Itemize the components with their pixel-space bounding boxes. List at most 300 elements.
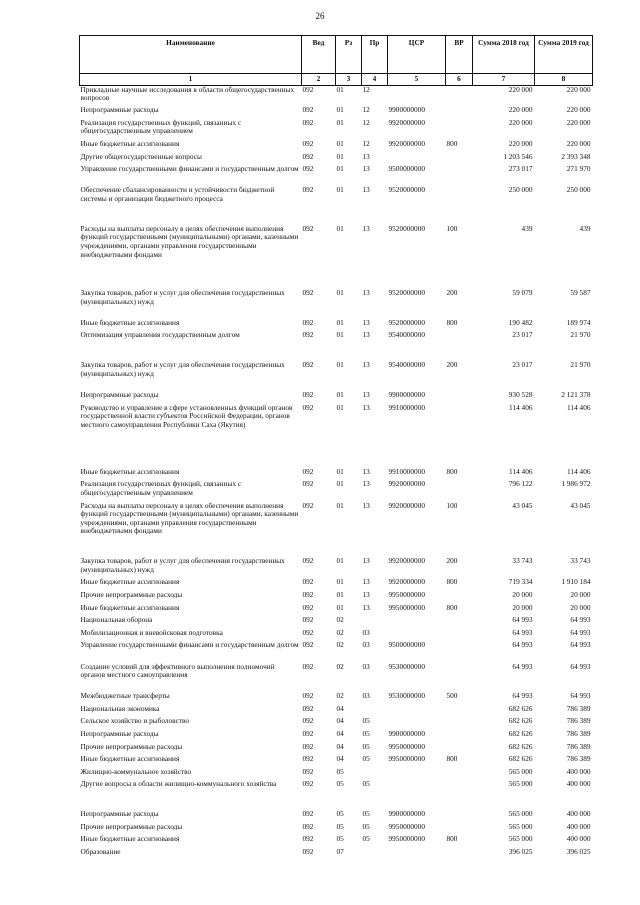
row-rz: 05	[336, 809, 344, 819]
table-row	[80, 480, 593, 501]
page-number: 26	[315, 11, 325, 21]
row-vr: 200	[446, 360, 458, 370]
row-name: Закупка товаров, работ и услуг для обеспечения государственных (муниципальных) нужд	[80, 556, 285, 574]
row-sum-2019: 400 000	[566, 809, 591, 819]
row-ved: 092	[302, 640, 314, 650]
row-csr: 9500000000	[388, 640, 425, 650]
row-ved: 092	[302, 164, 314, 174]
row-rz: 01	[336, 602, 344, 612]
row-name: Прочие непрограммные расходы	[80, 589, 183, 599]
row-pr: 13	[362, 500, 370, 510]
row-rz: 01	[336, 479, 344, 489]
row-sum-2018: 930 528	[508, 390, 533, 399]
row-csr: 9530000000	[388, 661, 425, 671]
row-sum-2018: 64 993	[512, 640, 533, 650]
row-sum-2018: 682 626	[508, 729, 533, 739]
column-number: 6	[446, 74, 473, 86]
row-sum-2019: 220 000	[566, 84, 591, 94]
row-rz: 01	[336, 139, 344, 149]
table-row	[80, 85, 593, 106]
row-csr: 9950000000	[388, 754, 425, 764]
row-csr: 9920000000	[388, 577, 425, 587]
row-sum-2018: 220 000	[508, 84, 533, 94]
row-ved: 092	[302, 741, 314, 751]
row-pr: 05	[362, 729, 370, 739]
row-pr: 13	[362, 288, 370, 298]
row-sum-2018: 64 993	[512, 661, 533, 671]
row-vr: 500	[446, 691, 458, 701]
row-vr: 800	[446, 602, 458, 612]
row-csr: 9520000000	[388, 223, 425, 233]
table-row	[80, 692, 593, 705]
row-rz: 02	[336, 661, 344, 671]
row-sum-2019: 64 993	[570, 691, 591, 701]
row-sum-2019: 400 000	[566, 821, 591, 831]
row-vr: 800	[446, 834, 458, 844]
row-ved: 092	[302, 821, 314, 831]
row-pr: 13	[362, 577, 370, 587]
row-sum-2019: 1 986 972	[561, 479, 591, 489]
row-ved: 092	[302, 317, 314, 327]
row-csr: 9910000000	[388, 402, 425, 412]
row-csr: 9900000000	[388, 105, 425, 115]
row-csr: 9950000000	[388, 834, 425, 844]
row-pr: 13	[362, 317, 370, 327]
row-ved: 092	[302, 185, 314, 195]
row-sum-2019: 2 121 378	[561, 390, 591, 399]
row-sum-2019: 439	[579, 223, 591, 233]
row-csr: 9900000000	[388, 729, 425, 739]
row-sum-2018: 565 000	[508, 766, 533, 776]
row-name: Иные бюджетные ассигнования	[80, 754, 180, 764]
row-csr: 9920000000	[388, 139, 425, 149]
header-sum-2019: Сумма 2019 год	[535, 36, 593, 74]
row-vr	[446, 153, 473, 166]
row-csr: 9500000000	[388, 164, 425, 174]
row-csr: 9950000000	[388, 741, 425, 751]
row-sum-2018: 64 993	[512, 691, 533, 701]
row-pr: 03	[362, 627, 370, 637]
row-vr	[446, 663, 473, 693]
row-ved: 092	[302, 466, 314, 476]
row-vr	[446, 616, 473, 629]
row-name: Управление государственными финансами и государственным долгом	[80, 640, 299, 650]
row-sum-2019: 64 993	[570, 640, 591, 650]
table-row	[80, 106, 593, 119]
row-rz: 04	[336, 754, 344, 764]
row-sum-2018: 439	[521, 223, 533, 233]
row-ved: 092	[302, 729, 314, 739]
row-vr	[446, 848, 473, 861]
row-ved: 092	[302, 661, 314, 671]
row-sum-2018: 23 017	[512, 360, 533, 370]
row-vr	[446, 717, 473, 730]
table-row	[80, 780, 593, 810]
row-csr: 9900000000	[388, 390, 425, 399]
row-name: Реализация государственных функций, связанных с общегосударственным управлением	[80, 117, 242, 136]
row-vr	[446, 85, 473, 106]
row-ved: 092	[302, 390, 314, 399]
row-csr: 9920000000	[388, 556, 425, 566]
row-sum-2019: 786 389	[566, 754, 591, 764]
row-ved: 092	[302, 847, 314, 857]
row-name: Иные бюджетные ассигнования	[80, 577, 180, 587]
table-row	[80, 848, 593, 861]
row-vr: 200	[446, 556, 458, 566]
row-vr: 200	[446, 288, 458, 298]
row-pr: 13	[362, 330, 370, 340]
table-row	[80, 119, 593, 140]
row-ved: 092	[302, 602, 314, 612]
table-row	[80, 502, 593, 558]
row-rz: 05	[336, 834, 344, 844]
row-csr	[388, 705, 446, 718]
row-rz: 05	[336, 766, 344, 776]
row-name: Прикладные научные исследования в области общегосударственных вопросов	[80, 84, 295, 103]
row-sum-2018: 250 000	[508, 185, 533, 195]
row-rz: 01	[336, 223, 344, 233]
row-sum-2019: 64 993	[570, 661, 591, 671]
row-name: Руководство и управление в сфере установленных функций органов государственной власти субъектов Российской Федерации, органов местного самоуправления Республики Саха (Якутия)	[80, 402, 293, 429]
header-ved: Вед	[302, 36, 336, 74]
column-number: 4	[362, 74, 388, 86]
row-sum-2018: 64 993	[512, 615, 533, 625]
row-name: Оптимизация управления государственным долгом	[80, 330, 240, 340]
row-sum-2019: 396 025	[566, 847, 591, 857]
row-rz: 01	[336, 500, 344, 510]
table-row	[80, 140, 593, 153]
row-vr	[446, 404, 473, 468]
row-sum-2019: 220 000	[566, 139, 591, 149]
row-csr: 9900000000	[388, 809, 425, 819]
row-vr: 800	[446, 139, 458, 149]
row-ved: 092	[302, 615, 314, 625]
row-pr: 12	[362, 117, 370, 127]
row-vr	[446, 768, 473, 781]
row-csr: 9520000000	[388, 288, 425, 298]
header-sum-2018: Сумма 2018 год	[473, 36, 535, 74]
row-pr: 12	[362, 139, 370, 149]
header-vr: ВР	[446, 36, 473, 74]
row-sum-2019: 64 993	[570, 615, 591, 625]
row-rz: 05	[336, 821, 344, 831]
row-sum-2018: 719 334	[508, 577, 533, 587]
row-csr: 9910000000	[388, 466, 425, 476]
row-vr	[446, 591, 473, 604]
row-sum-2019: 114 406	[567, 466, 591, 476]
row-rz: 01	[336, 317, 344, 327]
row-vr: 100	[446, 500, 458, 510]
row-vr	[446, 186, 473, 224]
row-sum-2018: 64 993	[512, 627, 533, 637]
row-vr: 100	[446, 223, 458, 233]
row-sum-2018: 33 743	[512, 556, 533, 566]
row-csr: 9920000000	[388, 479, 425, 489]
row-name: Обеспечение сбалансированности и устойчивости бюджетной системы и организация бюджетного процесса	[80, 185, 275, 204]
row-csr: 9950000000	[388, 602, 425, 612]
row-vr: 800	[446, 466, 458, 476]
row-sum-2018: 20 000	[512, 602, 533, 612]
row-csr: 9920000000	[388, 117, 425, 127]
row-csr	[388, 848, 446, 861]
row-rz: 02	[336, 615, 344, 625]
row-vr: 800	[446, 577, 458, 587]
row-rz: 01	[336, 288, 344, 298]
table-row	[80, 404, 593, 468]
row-sum-2018: 682 626	[508, 703, 533, 713]
row-sum-2019: 786 389	[566, 729, 591, 739]
row-rz: 04	[336, 741, 344, 751]
row-ved: 092	[302, 479, 314, 489]
header-name: Наименование	[80, 36, 302, 74]
row-sum-2018: 43 045	[512, 500, 533, 510]
budget-table	[79, 35, 593, 861]
row-pr: 13	[362, 589, 370, 599]
row-sum-2019: 33 743	[570, 556, 591, 566]
row-ved: 092	[302, 288, 314, 298]
row-rz: 01	[336, 330, 344, 340]
row-name: Национальная экономика	[80, 703, 160, 713]
row-pr: 13	[362, 360, 370, 370]
row-ved: 092	[302, 716, 314, 726]
row-sum-2019: 2 393 348	[561, 151, 591, 161]
row-pr: 12	[362, 84, 370, 94]
row-sum-2018: 565 000	[508, 821, 533, 831]
row-name: Непрограммные расходы	[80, 729, 159, 739]
row-name: Мобилизационная и вневойсковая подготовка	[80, 627, 223, 637]
row-name: Сельское хозяйство и рыболовство	[80, 716, 190, 726]
column-number: 5	[388, 74, 446, 86]
row-csr: 9540000000	[388, 360, 425, 370]
header-csr: ЦСР	[388, 36, 446, 74]
row-pr: 12	[362, 105, 370, 115]
row-csr: 9920000000	[388, 500, 425, 510]
row-rz: 05	[336, 779, 344, 789]
table-row	[80, 730, 593, 743]
row-ved: 092	[302, 834, 314, 844]
row-rz: 01	[336, 360, 344, 370]
row-ved: 092	[302, 703, 314, 713]
row-sum-2019: 114 406	[567, 402, 591, 412]
row-name: Иные бюджетные ассигнования	[80, 139, 180, 149]
row-sum-2019: 21 970	[570, 360, 591, 370]
row-name: Реализация государственных функций, связанных с общегосударственным управлением	[80, 479, 242, 497]
table-row	[80, 331, 593, 361]
row-sum-2018: 59 079	[512, 288, 533, 298]
row-rz: 02	[336, 627, 344, 637]
row-pr: 13	[362, 185, 370, 195]
row-csr: 9950000000	[388, 589, 425, 599]
row-sum-2019: 20 000	[570, 589, 591, 599]
row-sum-2018: 682 626	[508, 741, 533, 751]
row-name: Расходы на выплаты персоналу в целях обеспечения выполнения функций государственными (муниципальными) органами, казенными учреждениями, органами управления государственными внебюджетными фондами	[80, 500, 299, 536]
row-pr: 13	[362, 164, 370, 174]
row-rz: 01	[336, 577, 344, 587]
row-rz: 04	[336, 729, 344, 739]
row-rz: 01	[336, 402, 344, 412]
table-body	[80, 85, 593, 861]
row-vr	[446, 629, 473, 642]
row-sum-2019: 400 000	[566, 834, 591, 844]
row-vr	[446, 480, 473, 501]
row-pr: 13	[362, 602, 370, 612]
row-name: Расходы на выплаты персоналу в целях обеспечения выполнения функций государственными (муниципальными) органами, казенными учреждениями, органами управления государственными внебюджетными фондами	[80, 223, 299, 259]
row-pr: 05	[362, 821, 370, 831]
column-number: 2	[302, 74, 336, 86]
row-sum-2019: 400 000	[566, 779, 591, 789]
row-vr	[446, 641, 473, 662]
table-row	[80, 225, 593, 289]
row-sum-2018: 565 000	[508, 834, 533, 844]
row-sum-2019: 64 993	[570, 627, 591, 637]
row-sum-2018: 1 203 546	[503, 151, 533, 161]
row-pr: 13	[362, 479, 370, 489]
row-vr	[446, 705, 473, 718]
row-name: Национальная оборона	[80, 615, 153, 625]
row-ved: 092	[302, 105, 314, 115]
row-vr	[446, 165, 473, 186]
row-sum-2019: 786 389	[566, 703, 591, 713]
row-csr	[388, 85, 446, 106]
row-sum-2019: 1 910 184	[561, 577, 591, 587]
row-vr	[446, 106, 473, 119]
table-row	[80, 591, 593, 604]
row-rz: 01	[336, 84, 344, 94]
row-sum-2018: 220 000	[508, 139, 533, 149]
row-ved: 092	[302, 556, 314, 566]
row-sum-2019: 20 000	[570, 602, 591, 612]
row-sum-2018: 396 025	[508, 847, 533, 857]
row-vr	[446, 730, 473, 743]
row-csr	[388, 616, 446, 629]
row-sum-2018: 565 000	[508, 779, 533, 789]
row-name: Иные бюджетные ассигнования	[80, 317, 180, 327]
row-ved: 092	[302, 84, 314, 94]
row-sum-2019: 43 045	[570, 500, 591, 510]
row-sum-2018: 796 122	[508, 479, 533, 489]
row-name: Образование	[80, 847, 121, 857]
row-sum-2018: 20 000	[512, 589, 533, 599]
row-pr: 13	[362, 223, 370, 233]
row-rz: 01	[336, 151, 344, 161]
row-rz: 02	[336, 691, 344, 701]
row-pr: 13	[362, 402, 370, 412]
row-name: Непрограммные расходы	[80, 105, 159, 115]
row-csr: 9540000000	[388, 330, 425, 340]
row-ved: 092	[302, 577, 314, 587]
column-number: 7	[473, 74, 535, 86]
row-rz: 01	[336, 390, 344, 399]
row-sum-2018: 190 482	[508, 317, 533, 327]
row-ved: 092	[302, 766, 314, 776]
row-ved: 092	[302, 402, 314, 412]
row-name: Непрограммные расходы	[80, 809, 159, 819]
row-csr: 9530000000	[388, 691, 425, 701]
row-sum-2018: 273 017	[508, 164, 533, 174]
row-vr	[446, 810, 473, 823]
row-sum-2018: 682 626	[508, 716, 533, 726]
row-sum-2018: 220 000	[508, 105, 533, 115]
table-row	[80, 289, 593, 319]
row-ved: 092	[302, 754, 314, 764]
row-sum-2019: 59 587	[570, 288, 591, 298]
row-vr	[446, 391, 473, 404]
row-pr: 13	[362, 390, 370, 399]
table-row	[80, 810, 593, 823]
row-sum-2019: 786 389	[566, 741, 591, 751]
row-rz: 01	[336, 589, 344, 599]
row-pr: 05	[362, 834, 370, 844]
table-row	[80, 641, 593, 662]
row-pr: 13	[362, 151, 370, 161]
row-csr: 9520000000	[388, 185, 425, 195]
row-ved: 092	[302, 627, 314, 637]
table-row	[80, 391, 593, 404]
row-sum-2019: 220 000	[566, 117, 591, 127]
row-sum-2019: 400 000	[566, 766, 591, 776]
header-rz: Рз	[336, 36, 362, 74]
row-sum-2019: 220 000	[566, 105, 591, 115]
row-name: Закупка товаров, работ и услуг для обеспечения государственных (муниципальных) нужд	[80, 360, 285, 378]
row-ved: 092	[302, 117, 314, 127]
row-name: Другие вопросы в области жилищно-коммунального хозяйства	[80, 779, 277, 789]
row-pr: 05	[362, 716, 370, 726]
row-ved: 092	[302, 151, 314, 161]
row-rz: 07	[336, 847, 344, 857]
table-row	[80, 186, 593, 224]
row-sum-2018: 23 017	[512, 330, 533, 340]
row-rz: 01	[336, 466, 344, 476]
row-name: Иные бюджетные ассигнования	[80, 466, 180, 476]
row-pr: 13	[362, 556, 370, 566]
row-name: Прочие непрограммные расходы	[80, 821, 183, 831]
row-sum-2019: 21 970	[570, 330, 591, 340]
row-ved: 092	[302, 330, 314, 340]
table-row	[80, 557, 593, 578]
row-vr	[446, 780, 473, 810]
row-pr: 05	[362, 809, 370, 819]
row-csr: 9950000000	[388, 821, 425, 831]
row-sum-2018: 114 406	[509, 466, 533, 476]
row-csr	[388, 768, 446, 781]
row-name: Прочие непрограммные расходы	[80, 741, 183, 751]
row-ved: 092	[302, 589, 314, 599]
row-name: Иные бюджетные ассигнования	[80, 834, 180, 844]
row-rz: 04	[336, 703, 344, 713]
row-name: Жилищно-коммунальное хозяйство	[80, 766, 192, 776]
row-sum-2018: 220 000	[508, 117, 533, 127]
table-row	[80, 616, 593, 629]
header-pr: Пр	[362, 36, 388, 74]
row-ved: 092	[302, 223, 314, 233]
row-name: Непрограммные расходы	[80, 390, 159, 399]
column-number: 1	[80, 74, 302, 86]
row-ved: 092	[302, 779, 314, 789]
row-rz: 01	[336, 164, 344, 174]
row-pr: 03	[362, 640, 370, 650]
column-number: 3	[336, 74, 362, 86]
row-ved: 092	[302, 139, 314, 149]
row-rz: 01	[336, 185, 344, 195]
row-pr: 13	[362, 466, 370, 476]
table-row	[80, 361, 593, 391]
row-pr	[362, 848, 388, 861]
row-csr	[388, 780, 446, 810]
row-pr: 05	[362, 754, 370, 764]
table-row	[80, 663, 593, 693]
row-name: Межбюджетные трансферты	[80, 691, 170, 701]
row-vr: 800	[446, 754, 458, 764]
